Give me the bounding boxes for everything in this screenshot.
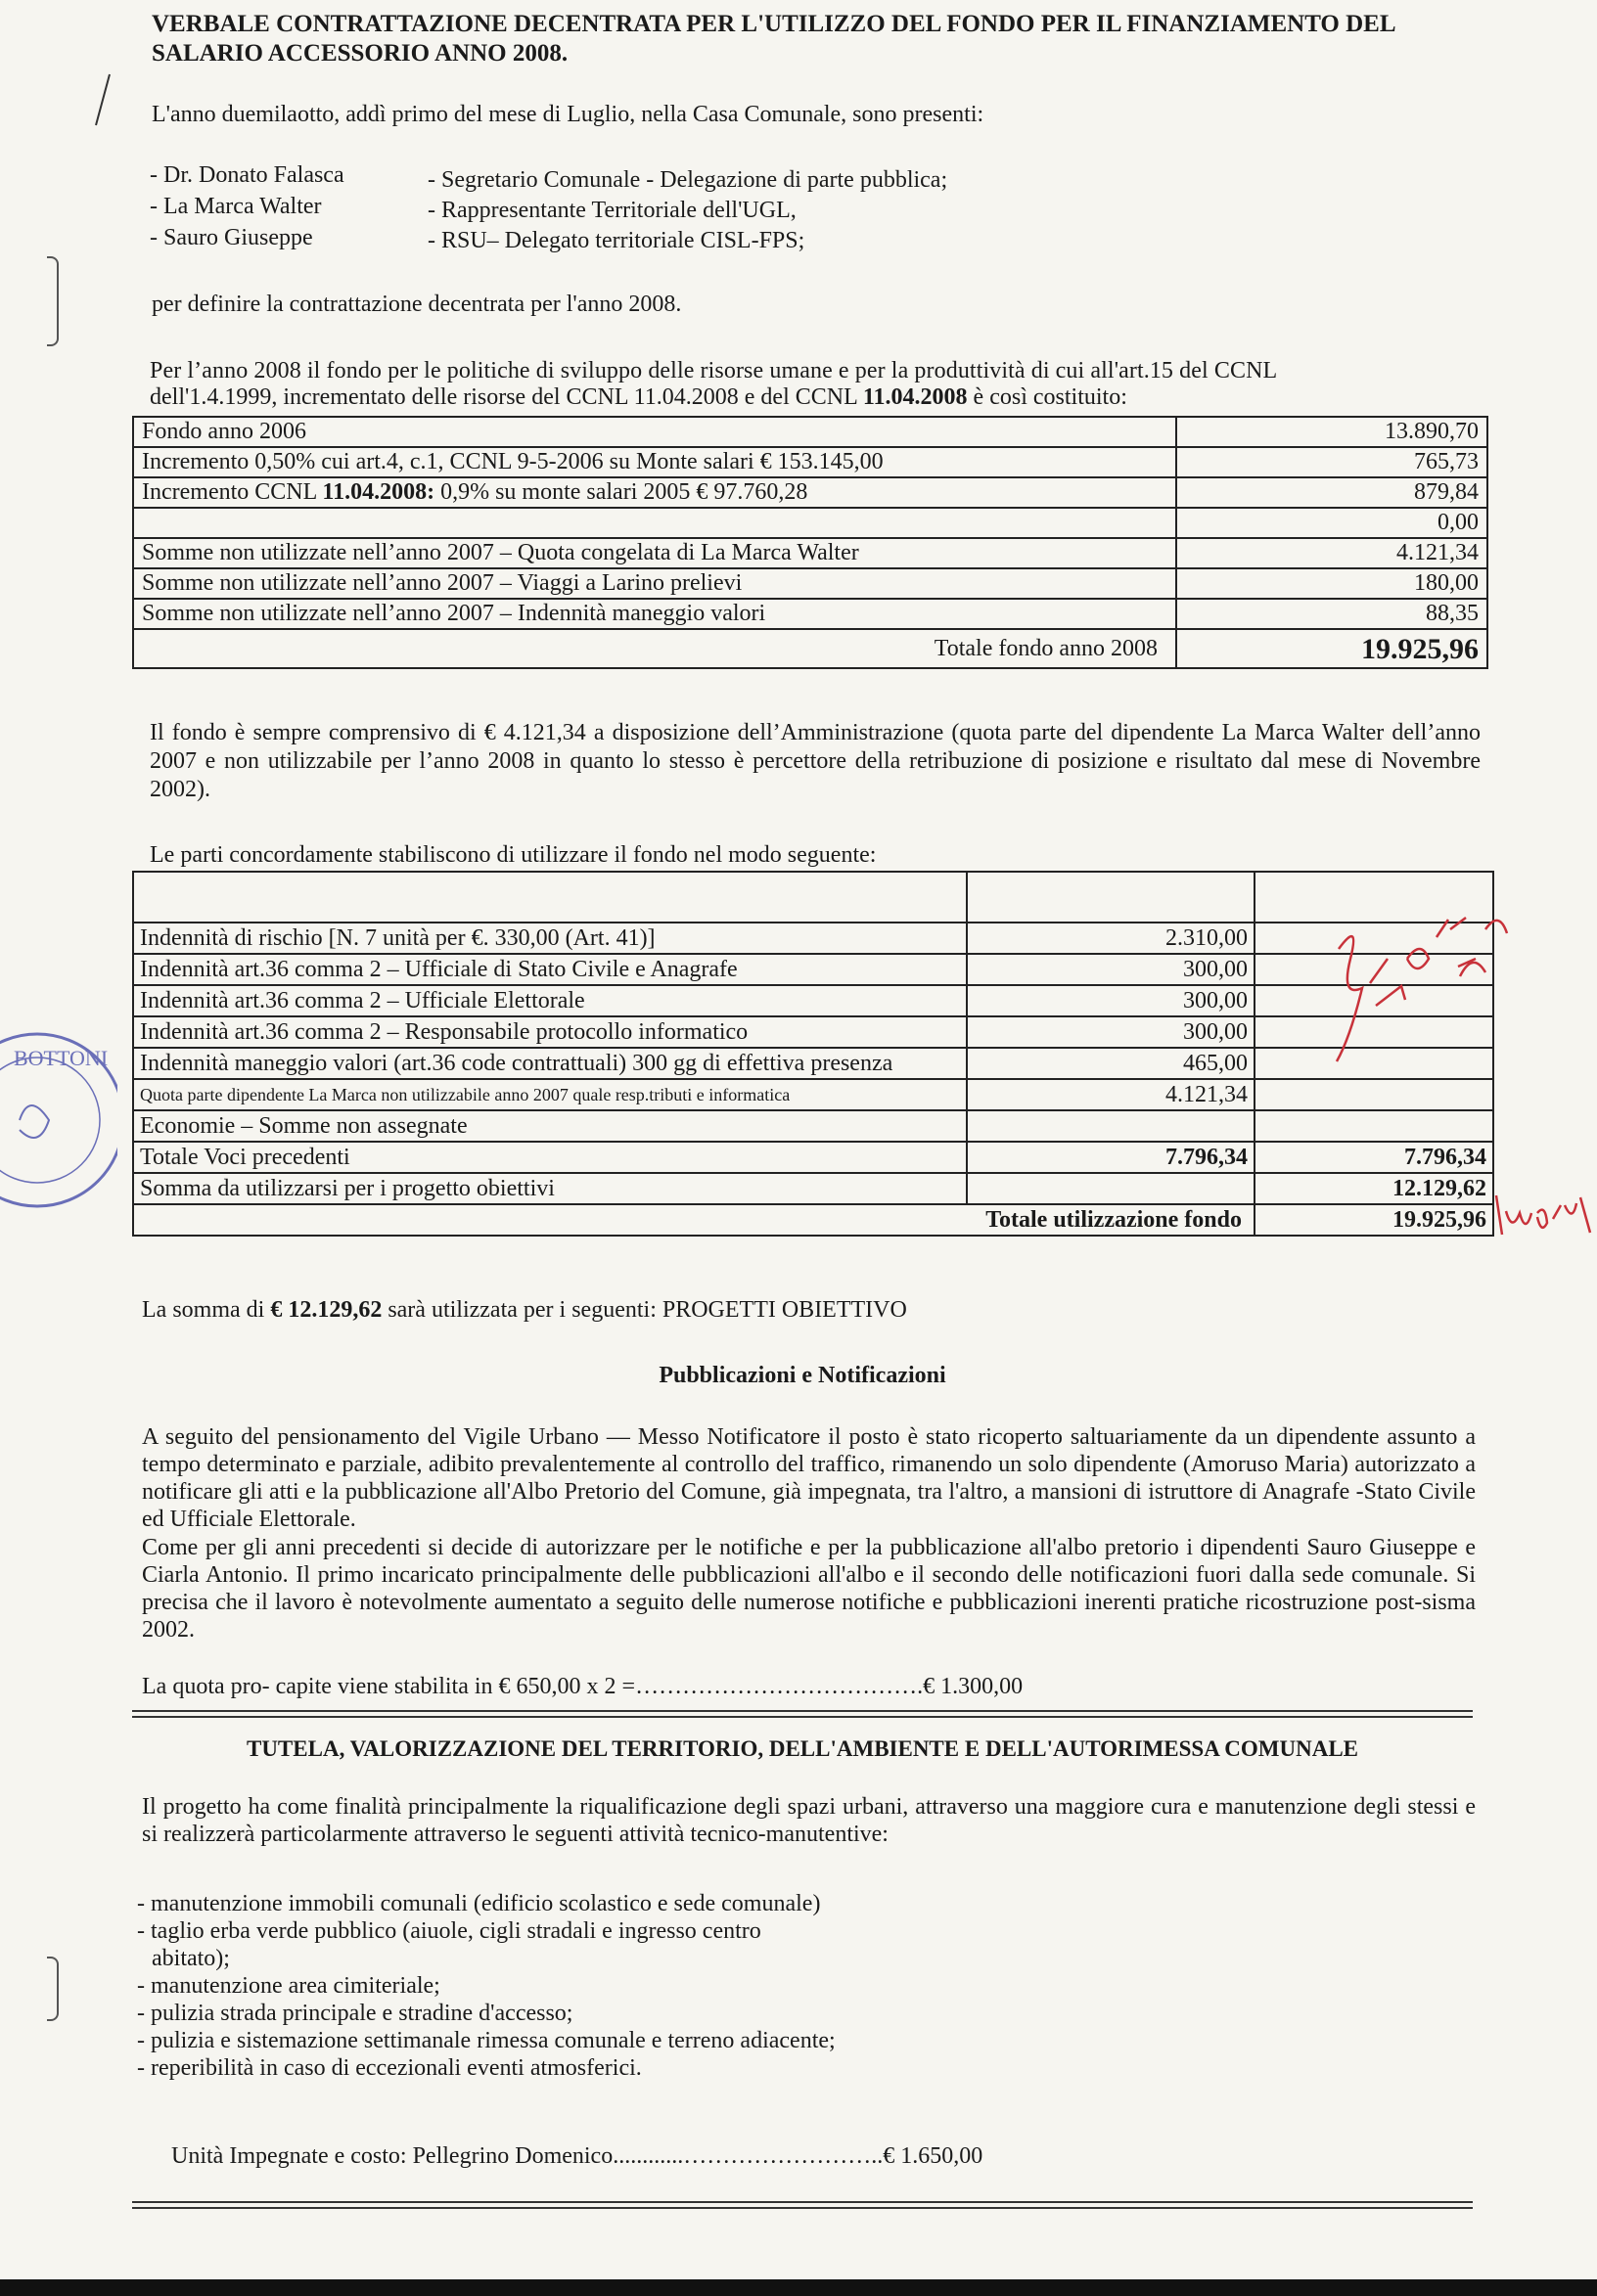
row-label: Fondo anno 2006 [133,417,1176,447]
total-label: Totale utilizzazione fondo [133,1204,1255,1236]
projects-value: 12.129,62 [1255,1173,1493,1204]
section2-units: Unità Impegnate e costo: Pellegrino Domenico............……………………..€ 1.650,00 [171,2143,983,2169]
row-label: Somme non utilizzate nell’anno 2007 – Indennità maneggio valori [133,599,1176,629]
subtotal-value: 7.796,34 [1255,1142,1493,1173]
row-label: Quota parte dipendente La Marca non utilizzabile anno 2007 quale resp.tributi e informatica [133,1079,967,1110]
fund-intro-text: dell'1.4.1999, incrementato delle risorse del CCNL 11.04.2008 e del CCNL [150,384,863,410]
participant-name: - La Marca Walter [150,194,322,219]
margin-tick-mark [88,70,117,129]
divider [132,2201,1473,2203]
list-item: - pulizia e sistemazione settimanale rimessa comunale e terreno adiacente; [137,2028,836,2053]
row-label: Indennità maneggio valori (art.36 code contrattuali) 300 gg di effettiva presenza [133,1048,967,1079]
usage-intro: Le parti concordamente stabiliscono di utilizzare il fondo nel modo seguente: [150,842,877,868]
section1-paragraph-1: A seguito del pensionamento del Vigile Urbano — Messo Notificatore il posto è stato ricoperto saltuariamente da un dipendente assunto a tempo determinato e parziale, adibito prevalentemente al controllo del traffico, rimanendo un solo dipendente (Amoruso Maria) autorizzato a notificare gli atti e la pubblicazione all'Albo Pretorio del Comune, già impegnata, tra l'altro, a mansioni di istruttore di Anagrafe -Stato Civile ed Ufficiale Elettorale. [142,1424,1476,1532]
projects-intro-text: sarà utilizzata per i seguenti: PROGETTI OBIETTIVO [382,1297,907,1323]
section1-paragraph-2: Come per gli anni precedenti si decide di autorizzare per le notifiche e per la pubblicazione all'albo pretorio i dipendenti Sauro Giuseppe e Ciarla Antonio. Il primo incaricato principalmente delle pubblicazioni all'albo e il secondo delle notificazioni fuori dalla sede comunale. Si precisa che il lavoro è notevolmente aumentato a seguito delle numerose notifiche e pubblicazioni inerenti pratiche ricostruzione post-sisma 2002. [142,1535,1476,1643]
row-value-empty [1255,1079,1493,1110]
official-stamp [0,1013,117,1218]
row-label [133,508,1176,538]
row-label-text: 0,9% su monte salari 2005 € 97.760,28 [434,479,808,505]
list-item: - reperibilità in caso di eccezionali eventi atmosferici. [137,2055,642,2081]
section1-quota: La quota pro- capite viene stabilita in € 650,00 x 2 =……………………………….€ 1.300,00 [142,1674,1024,1699]
row-value: 88,35 [1176,599,1487,629]
row-value: 765,73 [1176,447,1487,477]
row-value: 300,00 [967,1016,1255,1048]
list-item: - manutenzione area cimiteriale; [137,1973,440,1999]
total-value: 19.925,96 [1255,1204,1493,1236]
list-item: - manutenzione immobili comunali (edificio scolastico e sede comunale) [137,1891,821,1916]
fund-intro-line-1: Per l’anno 2008 il fondo per le politiche di sviluppo delle risorse umane e per la produttività di cui all'art.15 del CCNL [150,358,1278,383]
total-label: Totale fondo anno 2008 [133,629,1176,668]
row-label [133,477,1176,508]
row-value: 180,00 [1176,568,1487,599]
participant-role: - RSU– Delegato territoriale CISL-FPS; [428,228,805,253]
projects-value-empty [967,1173,1255,1204]
table-row [133,1048,1493,1079]
row-value: 4.121,34 [967,1079,1255,1110]
table-row [133,1110,1493,1142]
row-value: 0,00 [1176,508,1487,538]
binding-clip-bottom [47,1957,59,2021]
table-row [133,599,1487,629]
subtotal-value: 7.796,34 [967,1142,1255,1173]
projects-row [133,1173,1493,1204]
total-row [133,629,1487,668]
table-row [133,985,1493,1016]
section-heading-publications: Pubblicazioni e Notificazioni [659,1363,946,1388]
binding-clip-top [47,256,59,346]
fund-intro-date: 11.04.2008 [862,384,968,410]
total-value: 19.925,96 [1176,629,1487,668]
fund-table [132,416,1488,669]
total-row [133,1204,1493,1236]
row-value: 300,00 [967,985,1255,1016]
handwritten-margin-note [1492,1184,1597,1242]
row-label-text: Incremento CCNL [142,479,323,505]
row-value-empty [1255,1110,1493,1142]
table-row [133,417,1487,447]
list-item: - pulizia strada principale e stradine d'accesso; [137,2001,573,2026]
document-title: VERBALE CONTRATTAZIONE DECENTRATA PER L'UTILIZZO DEL FONDO PER IL FINANZIAMENTO DEL SALARIO ACCESSORIO ANNO 2008. [152,11,1395,67]
scan-bottom-edge [0,2279,1597,2296]
row-label: Economie – Somme non assegnate [133,1110,967,1142]
row-label: Indennità art.36 comma 2 – Ufficiale Elettorale [133,985,967,1016]
table-row [133,538,1487,568]
table-row [133,508,1487,538]
subtotal-row [133,1142,1493,1173]
row-value: 13.890,70 [1176,417,1487,447]
row-value: 879,84 [1176,477,1487,508]
stamp-text: BOTTONI [14,1046,109,1070]
row-label: Indennità art.36 comma 2 – Ufficiale di Stato Civile e Anagrafe [133,954,967,985]
table-row [133,447,1487,477]
usage-table [132,871,1494,1237]
fund-intro-text: è così costituito: [967,384,1127,410]
divider [132,1716,1473,1718]
divider [132,1710,1473,1712]
row-value: 2.310,00 [967,923,1255,954]
divider [132,2207,1473,2209]
participant-name: - Dr. Donato Falasca [150,162,344,188]
row-value: 465,00 [967,1048,1255,1079]
list-item: - taglio erba verde pubblico (aiuole, cigli stradali e ingresso centro [137,1918,761,1944]
participant-role: - Rappresentante Territoriale dell'UGL, [428,198,797,223]
row-label: Indennità art.36 comma 2 – Responsabile protocollo informatico [133,1016,967,1048]
subtotal-label: Totale Voci precedenti [133,1142,967,1173]
row-value: 4.121,34 [1176,538,1487,568]
projects-label: Somma da utilizzarsi per i progetto obiettivi [133,1173,967,1204]
fund-intro-line-2 [150,383,1127,412]
table-row [133,477,1487,508]
row-label: Incremento 0,50% cui art.4, c.1, CCNL 9-5-2006 su Monte salari € 153.145,00 [133,447,1176,477]
purpose-line: per definire la contrattazione decentrata per l'anno 2008. [152,292,682,317]
row-label: Somme non utilizzate nell’anno 2007 – Viaggi a Larino prelievi [133,568,1176,599]
row-label: Somme non utilizzate nell’anno 2007 – Quota congelata di La Marca Walter [133,538,1176,568]
projects-intro [142,1296,907,1325]
table-row [133,1079,1493,1110]
row-value [967,1110,1255,1142]
handwritten-annotation [1311,890,1517,1076]
table-header-row [133,872,1493,923]
projects-intro-text: La somma di [142,1297,271,1323]
table-row [133,568,1487,599]
table-row [133,954,1493,985]
projects-amount: € 12.129,62 [270,1297,383,1323]
section-heading-territory: TUTELA, VALORIZZAZIONE DEL TERRITORIO, DELL'AMBIENTE E DELL'AUTORIMESSA COMUNALE [246,1736,1359,1761]
header-cell [967,872,1255,923]
row-label-bold: 11.04.2008: [322,479,435,505]
row-label: Indennità di rischio [N. 7 unità per €. 330,00 (Art. 41)] [133,923,967,954]
table-row [133,1016,1493,1048]
table-row [133,923,1493,954]
row-value: 300,00 [967,954,1255,985]
participant-name: - Sauro Giuseppe [150,225,313,250]
section2-paragraph: Il progetto ha come finalità principalmente la riqualificazione degli spazi urbani, attraverso una maggiore cura e manutenzione degli stessi e si realizzerà particolarmente attraverso le seguenti attività tecnico-manutentive: [142,1794,1476,1847]
list-item: abitato); [152,1946,230,1971]
intro-line: L'anno duemilaotto, addì primo del mese di Luglio, nella Casa Comunale, sono presenti: [152,102,984,127]
fund-note: Il fondo è sempre comprensivo di € 4.121,34 a disposizione dell’Amministrazione (quota parte del dipendente La Marca Walter dell’anno 2007 e non utilizzabile per l’anno 2008 in quanto lo stesso è percettore della retribuzione di posizione e risultato dal mese di Novembre 2002). [150,720,1481,802]
participant-role: - Segretario Comunale - Delegazione di parte pubblica; [428,167,948,193]
header-cell [133,872,967,923]
